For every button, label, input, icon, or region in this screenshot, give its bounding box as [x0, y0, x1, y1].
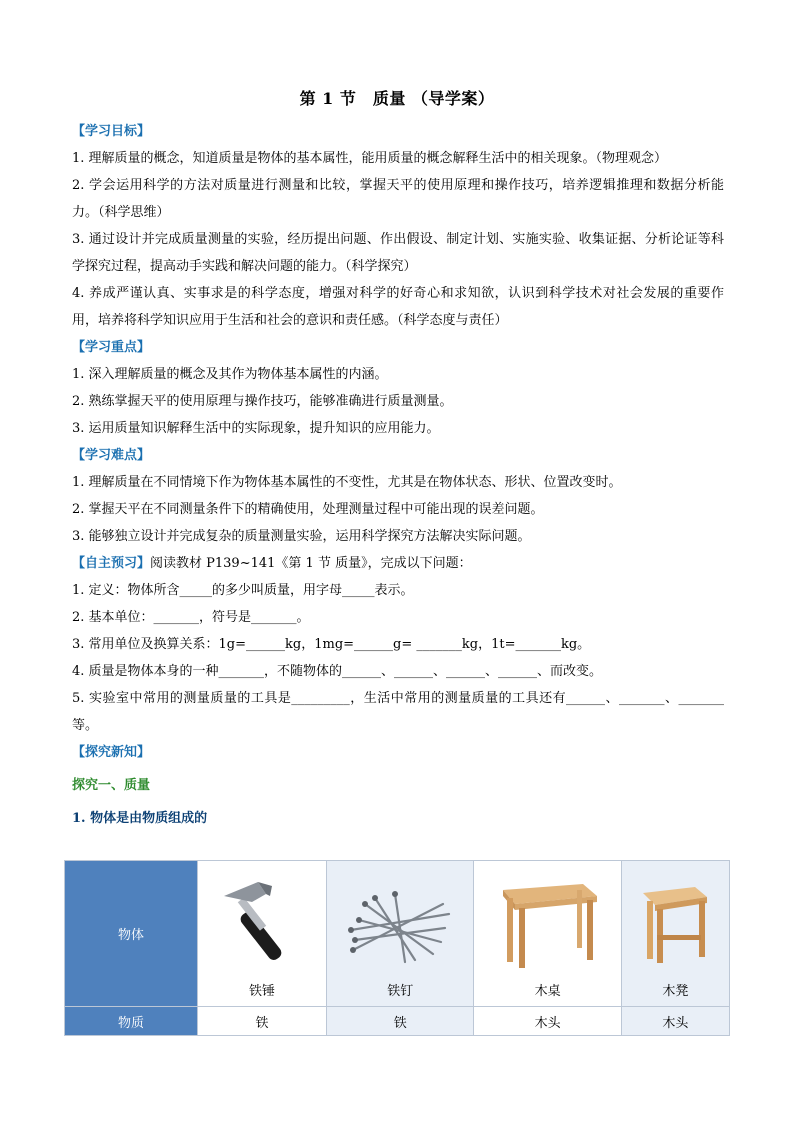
objects-table [64, 860, 730, 1036]
object-name: 铁锤 [249, 984, 276, 999]
page-title: 第 1 节 质量 （导学案） [299, 89, 495, 108]
nails-icon [328, 868, 472, 976]
object-cell [198, 861, 327, 1007]
key-points-heading: 【学习重点】 [72, 340, 151, 355]
explore-section-title: 探究一、质量 [72, 778, 151, 793]
preview-item: 2. 基本单位：_______，符号是_______。 [72, 610, 310, 625]
row-header-object: 物体 [65, 861, 198, 1007]
goal-item: 3. 通过设计并完成质量测量的实验，经历提出问题、作出假设、制定计划、实施实验、收集证据、分析论证等科学探究过程，提高动手实践和解决问题的能力。（科学探究） [72, 232, 724, 274]
difficulty-item: 1. 理解质量在不同情境下作为物体基本属性的不变性，尤其是在物体状态、形状、位置改变时。 [72, 475, 622, 490]
goal-item: 1. 理解质量的概念，知道质量是物体的基本属性，能用质量的概念解释生活中的相关现象。（物理观念） [72, 151, 668, 166]
preview-item: 5. 实验室中常用的测量质量的工具是_________，生活中常用的测量质量的工具还有______、_______、_______等。 [72, 691, 724, 733]
key-point-item: 2. 熟练掌握天平的使用原理与操作技巧，能够准确进行质量测量。 [72, 394, 453, 409]
goals-heading: 【学习目标】 [72, 124, 151, 139]
content [72, 118, 724, 832]
object-name: 木凳 [662, 984, 689, 999]
material-cell: 铁 [198, 1007, 327, 1036]
preview-intro-line [72, 550, 724, 577]
key-point-item: 1. 深入理解质量的概念及其作为物体基本属性的内涵。 [72, 367, 388, 382]
difficulty-item: 3. 能够独立设计并完成复杂的质量测量实验，运用科学探究方法解决实际问题。 [72, 529, 531, 544]
preview-intro: 阅读教材 P139~141《第 1 节 质量》，完成以下问题： [150, 556, 472, 571]
difficulty-item: 2. 掌握天平在不同测量条件下的精确使用，处理测量过程中可能出现的误差问题。 [72, 502, 544, 517]
materials-row [65, 1007, 730, 1036]
object-name: 铁钉 [387, 984, 414, 999]
material-cell: 木头 [474, 1007, 621, 1036]
object-cell [327, 861, 474, 1007]
objects-row [65, 861, 730, 1007]
object-name: 木桌 [534, 984, 561, 999]
explore-subtitle: 1. 物体是由物质组成的 [72, 811, 208, 826]
preview-item: 4. 质量是物体本身的一种_______，不随物体的______、______、______、______、而改变。 [72, 664, 603, 679]
preview-item: 1. 定义：物体所含_____的多少叫质量，用字母_____表示。 [72, 583, 414, 598]
row-header-material: 物质 [65, 1007, 198, 1036]
material-cell: 铁 [327, 1007, 474, 1036]
stool-icon [623, 868, 728, 976]
preview-heading: 【自主预习】 [72, 556, 151, 571]
difficulties-heading: 【学习难点】 [72, 448, 151, 463]
material-cell: 木头 [621, 1007, 729, 1036]
preview-item: 3. 常用单位及换算关系：1g=______kg，1mg=______g= _______kg，1t=_______kg。 [72, 637, 591, 652]
table-icon [475, 868, 619, 976]
object-cell [474, 861, 621, 1007]
key-point-item: 3. 运用质量知识解释生活中的实际现象，提升知识的应用能力。 [72, 421, 440, 436]
explore-heading: 【探究新知】 [72, 745, 151, 760]
object-cell [621, 861, 729, 1007]
goal-item: 2. 学会运用科学的方法对质量进行测量和比较，掌握天平的使用原理和操作技巧，培养逻辑推理和数据分析能力。（科学思维） [72, 178, 724, 220]
hammer-icon [199, 868, 325, 976]
goal-item: 4. 养成严谨认真、实事求是的科学态度，增强对科学的好奇心和求知欲，认识到科学技术对社会发展的重要作用，培养将科学知识应用于生活和社会的意识和责任感。（科学态度与责任） [72, 286, 724, 328]
